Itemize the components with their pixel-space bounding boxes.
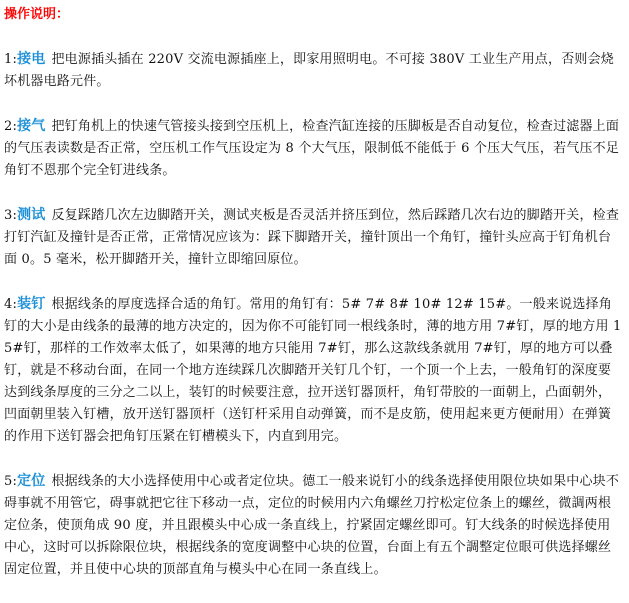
- section-number: 1:: [4, 52, 18, 67]
- section-test: [4, 204, 622, 271]
- section-power: [4, 48, 622, 93]
- section-text: 根据线条的厚度选择合适的角钉。常用的角钉有：5# 7# 8# 10# 12# 15#。一般来说选择角钉的大小是由线条的最薄的地方决定的，因为你不可能钉同一根线条时，薄的地方用 7#钉，厚的地方用 15#钉，那样的工作效率太低了，如果薄的地方只能用 7#钉，那么这款线条就用 7#钉，厚的地方可以叠钉，就是不移动台面，在同一个地方连续踩几次脚踏开关钉几个钉，一个顶一个上去，一般角钉的深度要达到线条厚度的三分之二以上，装钉的时候要注意，拉开送钉器顶杆，角钉带胶的一面朝上，凸面朝外，凹面朝里装入钉槽，放开送钉器顶杆（送钉杆采用自动弹簧，而不是皮筋，使用起来更方便耐用）在弹簧的作用下送钉器会把角钉压紧在钉槽模头下，内直到用完。: [4, 297, 622, 444]
- section-load-nails: [4, 293, 622, 448]
- instructions-document: [4, 4, 622, 603]
- section-keyword: 接气: [17, 118, 46, 134]
- section-number: 5:: [4, 474, 18, 489]
- section-text: 反复踩踏几次左边脚踏开关，测试夹板是否灵活并挤压到位，然后踩踏几次右边的脚踏开关，检查打钉汽缸及撞针是否正常，正常情况应该为：踩下脚踏开关，撞针顶出一个角钉，撞针头应高于钉角机台面 0。5 毫米，松开脚踏开关，撞针立即缩回原位。: [4, 208, 620, 267]
- section-number: 3:: [4, 208, 18, 223]
- section-keyword: 定位: [17, 473, 46, 489]
- section-keyword: 测试: [17, 207, 46, 223]
- section-text: 把电源插头插在 220V 交流电源插座上，即家用照明电。不可接 380V 工业生产用点，否则会烧坏机器电路元件。: [4, 52, 615, 89]
- section-air: [4, 115, 622, 182]
- section-text: 根据线条的大小选择使用中心或者定位块。德工一般来说钉小的线条选择使用限位块如果中心块不碍事就不用管它，碍事就把它往下移动一点，定位的时候用内六角螺丝刀拧松定位条上的螺丝，微調两根定位条，使顶角成 90 度，并且跟模头中心成一条直线上，拧紧固定螺丝即可。钉大线条的时候选择使用中心，这时可以拆除限位块，根据线条的宽度调整中心块的位置，台面上有五个調整定位眼可供选择螺丝固定位置，并且使中心块的顶部直角与模头中心在同一条直线上。: [4, 474, 620, 577]
- section-keyword: 装钉: [17, 296, 46, 312]
- section-text: 把钉角机上的快速气管接头接到空压机上，检查汽缸连接的压脚板是否自动复位，检查过滤器上面的气压表读数是否正常，空压机工作气压设定为 8 个大气压，限制低不能低于 6 个压大气压，若气压不足角钉不恩那个完全钉进线条。: [4, 119, 620, 178]
- section-positioning: [4, 470, 622, 581]
- section-number: 2:: [4, 119, 18, 134]
- page-title: 操作说明：: [4, 7, 70, 22]
- section-number: 4:: [4, 297, 18, 312]
- section-keyword: 接电: [17, 51, 46, 67]
